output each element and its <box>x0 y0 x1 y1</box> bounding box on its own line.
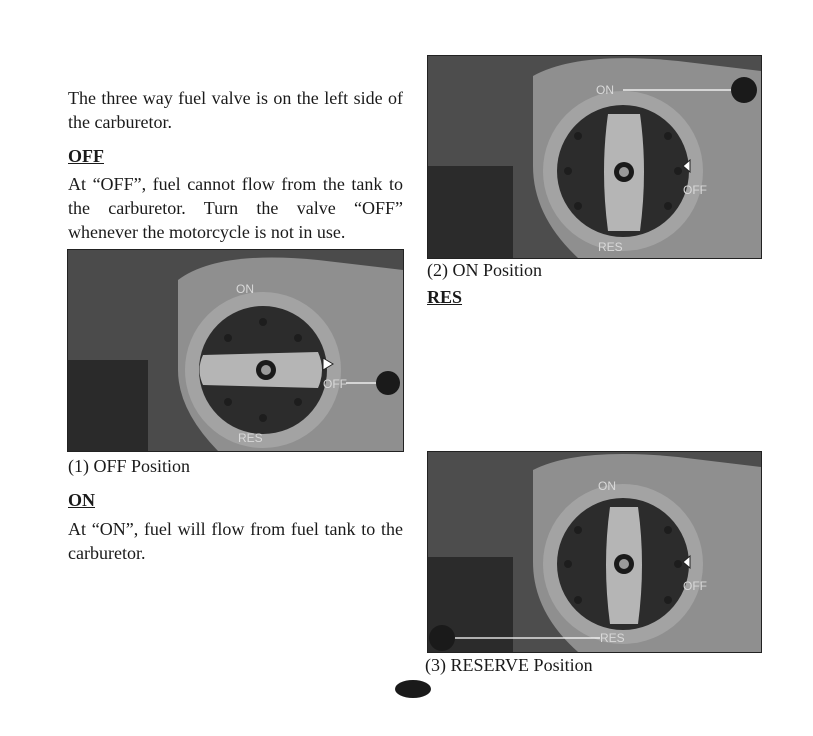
valve-label-on-1: ON <box>236 282 254 296</box>
valve-label-res-1: RES <box>238 431 263 445</box>
callout-marker-3 <box>429 625 455 651</box>
reserve-position-photo <box>427 451 762 653</box>
callout-marker-1 <box>376 371 400 395</box>
valve-label-res-3: RES <box>600 631 625 645</box>
valve-label-off-3: OFF <box>683 579 707 593</box>
figure-caption-2: (2) ON Position <box>427 260 543 280</box>
on-heading: ON <box>68 490 95 510</box>
intro-text: The three way fuel valve is on the left side of the carburetor. <box>68 88 403 132</box>
figure-caption-3: (3) RESERVE Position <box>425 655 593 675</box>
valve-label-on-3: ON <box>598 479 616 493</box>
off-heading: OFF <box>68 146 104 166</box>
valve-label-off-2: OFF <box>683 183 707 197</box>
figure-caption-1: (1) OFF Position <box>68 456 191 476</box>
callout-marker-2 <box>731 77 757 103</box>
valve-label-on-2: ON <box>596 83 614 97</box>
on-body: At “ON”, fuel will flow from fuel tank to the carburetor. <box>68 519 403 563</box>
off-body: At “OFF”, fuel cannot flow from the tank to the carburetor. Turn the valve “OFF” whenever the motorcycle is not in use. <box>68 174 403 242</box>
page-number-badge <box>395 680 431 698</box>
valve-label-res-2: RES <box>598 240 623 254</box>
off-position-photo <box>67 249 404 452</box>
valve-label-off-1: OFF <box>323 377 347 391</box>
on-position-photo <box>427 55 762 259</box>
res-heading: RES <box>427 287 463 307</box>
